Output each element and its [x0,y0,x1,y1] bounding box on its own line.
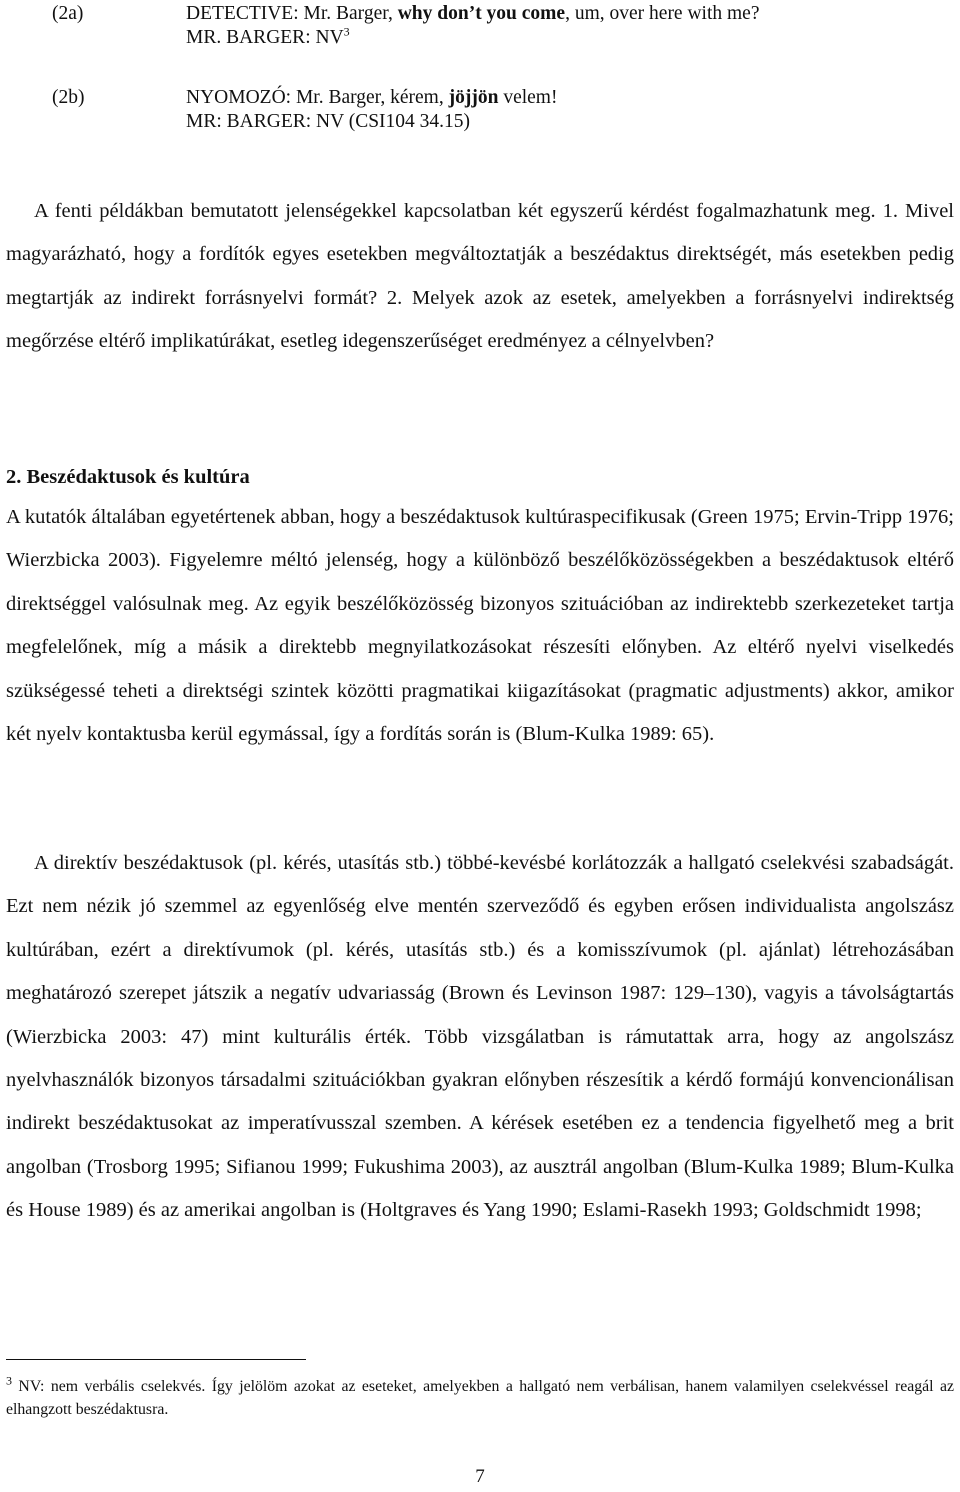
example-label: (2a) [52,3,84,24]
footnote-reference: 3 [343,24,350,39]
example-bold-text: jöjjön [448,87,499,108]
section-heading: 2. Beszédaktusok és kultúra [6,466,250,488]
example-label: (2b) [52,87,85,108]
example-line [186,110,470,134]
example-text: , um, over here with me? [565,3,760,24]
example-text: DETECTIVE: Mr. Barger, [186,3,398,24]
intro-paragraph: A fenti példákban bemutatott jelenségekkel kapcsolatban két egyszerű kérdést fogalmazhatunk meg. 1. Mivel magyarázható, hogy a fordítók egyes esetekben megváltoztatják a beszédaktus direktségét, más esetekben pedig megtartják az indirekt forrásnyelvi formát? 2. Melyek azok az esetek, amelyekben a forrásnyelvi indirektség megőrzése eltérő implikatúrákat, esetleg idegenszerűséget eredményez a célnyelvben? [6,200,954,353]
footnote [6,1375,954,1421]
footnote-number: 3 [6,1373,12,1388]
footnote-text: NV: nem verbális cselekvés. Így jelölöm azokat az eseteket, amelyekben a hallgató nem verbálisan, hanem valamilyen cselekvéssel reagál az elhangzott beszédaktusra. [6,1378,954,1418]
example-text: MR. BARGER: NV [186,27,344,48]
body-paragraph-1: A kutatók általában egyetértenek abban, hogy a beszédaktusok kultúraspecifikusak (Green 1975; Ervin-Tripp 1976; Wierzbicka 2003). Figyelemre méltó jelenség, hogy a különböző beszélőközösségekben a beszédaktusok eltérő direktséggel valósulnak meg. Az egyik beszélőközösség bizonyos szituációban az indirektebb szerkezeteket tartja megfelelőnek, míg a másik a direktebb megnyilatkozásokat részesíti előnyben. Az eltérő nyelvi viselkedés szükségessé teheti a direktségi szintek közötti pragmatikai kiigazításokat (pragmatic adjustments) akkor, amikor két nyelv kontaktusba kerül egymással, így a fordítás során is (Blum-Kulka 1989: 65). [6,506,954,746]
example-line [186,86,557,110]
footnote-divider [6,1359,306,1360]
body-paragraph-2: A direktív beszédaktusok (pl. kérés, utasítás stb.) többé-kevésbé korlátozzák a hallgató cselekvési szabadságát. Ezt nem nézik jó szemmel az egyenlőség elve mentén szerveződő és egyben erősen individualista angolszász kultúrában, ezért a direktívumok (pl. kérés, utasítás stb.) és a komisszívumok (pl. ajánlat) létrehozásában meghatározó szerepet játszik a negatív udvariasság (Brown és Levinson 1987: 129–130), vagyis a távolságtartás (Wierzbicka 2003: 47) mint kulturális érték. Több vizsgálatban is rámutattak arra, hogy az angolszász nyelvhasználók bizonyos társadalmi szituációkban gyakran előnyben részesítik a kérdő formájú konvencionálisan indirekt beszédaktusokat az imperatívusszal szemben. A kérések esetében ez a tendencia figyelhető meg a brit angolban (Trosborg 1995; Sifianou 1999; Fukushima 2003), az ausztrál angolban (Blum-Kulka 1989; Blum-Kulka és House 1989) és az amerikai angolban is (Holtgraves és Yang 1990; Eslami-Rasekh 1993; Goldschmidt 1998; [6,852,954,1222]
example-text: MR: BARGER: NV (CSI104 34.15) [186,111,471,132]
example-bold-text: why don’t you come [397,3,566,24]
example-line [186,2,759,26]
example-text: velem! [498,87,558,108]
example-text: NYOMOZÓ: Mr. Barger, kérem, [186,87,449,108]
example-line [186,26,350,50]
page-number: 7 [475,1466,485,1487]
